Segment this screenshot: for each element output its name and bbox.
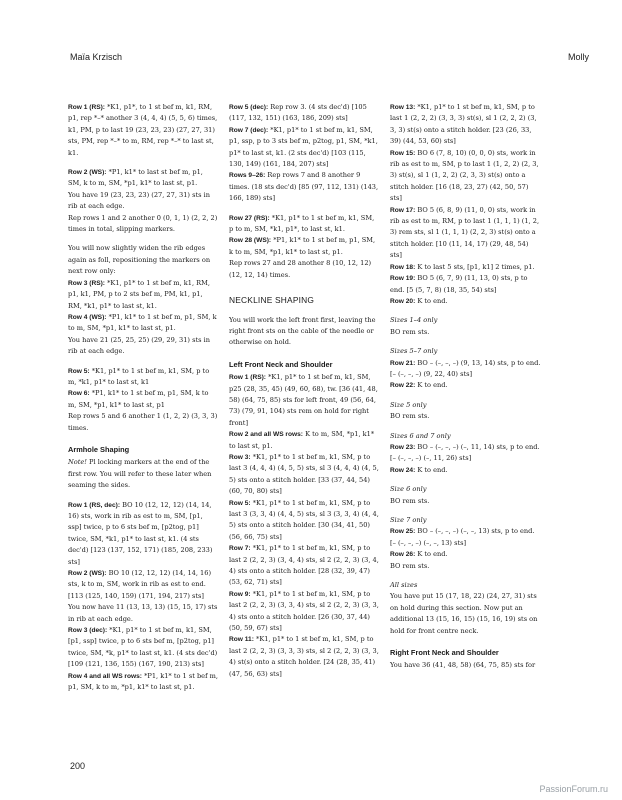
section-subheading: Right Front Neck and Shoulder xyxy=(390,648,499,658)
instruction-row: Row 19: BO 5 (6, 7, 9) (11, 13, 0) sts, p to end. [5 (5, 7, 8) (18, 35, 54) sts] xyxy=(390,274,528,294)
instruction-row: Row 22: K to end. xyxy=(390,381,448,390)
instruction-row: Row 9: *K1, p1* to 1 st bef m, k1, SM, p to last 2 (2, 2, 3) (3, 3, 4) sts, sl 2 (2, 2, 3) (3, 3, 4) sts onto a stitch holder. [26 (30, 37, 44) (50, 59, 67) sts] xyxy=(229,589,379,633)
instruction-row: Rows 9–26: Rep rows 7 and 8 another 9 times. (18 sts dec'd) [85 (97, 112, 131) (143, 166, 189) sts] xyxy=(229,171,379,203)
author-name: Maïa Krzisch xyxy=(70,52,123,62)
instruction-row: Row 23: BO – (–, –, –) (–, 11, 14) sts, p to end. [– (–, –, –) (–, 11, 26) sts] xyxy=(390,442,540,463)
column-3 xyxy=(390,102,541,672)
paragraph: You have put 15 (17, 18, 22) (24, 27, 31) sts on hold during this section. Now put an additional 13 (15, 16, 15) (15, 16, 19) sts on hold for front centre neck. xyxy=(390,592,538,635)
instruction-row: Row 27 (RS): *K1, p1* to 1 st bef m, k1, SM, p to m, SM, *k1, p1*, to last st, k1. xyxy=(229,213,375,234)
paragraph: You have 21 (25, 25, 25) (29, 29, 31) sts in rib at each edge. xyxy=(68,335,210,356)
size-heading: Sizes 1–4 only xyxy=(390,316,438,325)
instruction-row: Row 5 (dec): Rep row 3. (4 sts dec'd) [105 (117, 132, 151) (163, 186, 209) sts] xyxy=(229,103,367,123)
paragraph: Rep rows 1 and 2 another 0 (0, 1, 1) (2, 2, 2) times in total, slipping markers. xyxy=(68,213,218,234)
instruction-row: Row 5: *K1, p1* to 1 st bef m, k1, SM, p to last 3 (3, 3, 4) (4, 4, 5) sts, sl 3 (3, 3, 4) (4, 4, 5) sts onto a stitch holder. [30 (34, 41, 50) (56, 66, 75) sts] xyxy=(229,498,379,541)
instruction-row: Row 7 (dec): *K1, p1* to 1 st bef m, k1, SM, p1, ssp, p to 3 sts bef m, p2tog, p1, SM, *k1, p1* to last st, k1. (2 sts dec'd) [103 (115, 130, 149) (161, 184, 207) sts] xyxy=(229,125,378,169)
instruction-row: Row 20: K to end. xyxy=(390,296,448,305)
size-heading: Sizes 6 and 7 only xyxy=(390,431,451,440)
size-heading: Size 6 only xyxy=(390,485,427,494)
watermark: PassionForum.ru xyxy=(539,784,608,794)
instruction-row: Row 4 and all WS rows: *P1, k1* to 1 st bef m, p1, SM, k to m, *p1, k1* to last st, p1. xyxy=(68,671,218,692)
instruction-row: Row 7: *K1, p1* to 1 st bef m, k1, SM, p to last 2 (2, 2, 3) (3, 4, 4) sts, sl 2 (2, 2, 3) (3, 4, 4) sts onto a stitch holder. [28 (32, 39, 47) (53, 62, 71) sts] xyxy=(229,544,379,587)
page-number: 200 xyxy=(70,761,86,771)
size-heading: Size 5 only xyxy=(390,400,427,409)
instruction-row: Row 24: K to end. xyxy=(390,465,448,474)
column-1 xyxy=(68,102,218,694)
paragraph: BO rem sts. xyxy=(390,327,430,336)
instruction-row: Row 4 (WS): *P1, k1* to 1 st bef m, p1, SM, k to m, SM, *p1, k1* to last st, p1. xyxy=(68,312,217,333)
instruction-row: Row 3 (RS): *K1, p1* to 1 st bef m, k1, RM, p1, k1, PM, p to 2 sts bef m, PM, k1, p1, RM, *k1, p1* to last st, k1. xyxy=(68,278,210,310)
paragraph: BO rem sts. xyxy=(390,496,430,505)
instruction-row: Row 6: *P1, k1* to 1 st bef m, p1, SM, k to m, SM, *p1, k1* to last st, p1 xyxy=(68,389,209,409)
instruction-row: Row 1 (RS): *K1, p1* to 1 st bef m, k1, SM, p25 (28, 35, 45) (49, 60, 68), tw. [36 (41, 48, 58) (64, 75, 85) sts for left front, 49 (56, 64, 73) (79, 91, 104) sts rem on hold for right front] xyxy=(229,373,378,427)
section-subheading: Left Front Neck and Shoulder xyxy=(229,359,333,369)
pattern-name: Molly xyxy=(567,52,589,62)
paragraph: Rep rows 5 and 6 another 1 (1, 2, 2) (3, 3, 3) times. xyxy=(68,412,218,432)
instruction-row: Row 15: BO 6 (7, 8, 10) (0, 0, 0) sts, work in rib as est to m, SM, p to last 1 (1, 2, 2) (2, 3, 3) st(s), sl 1 (1, 2, 2) (2, 3, 3) st(s) onto a stitch holder. [16 (18, 23, 27) (42, 50, 57) sts] xyxy=(390,148,539,203)
section-heading: NECKLINE SHAPING xyxy=(229,295,315,306)
column-2 xyxy=(229,102,380,680)
instruction-row: Row 26: K to end. xyxy=(390,550,448,559)
instruction-row: Row 25: BO – (–, –, –) (–, –, 13) sts, p to end. [– (–, –, –) (–, –, 13) sts] xyxy=(390,527,535,547)
paragraph: You will work the left front first, leaving the right front sts on the cable of the needle or otherwise on hold. xyxy=(229,315,376,347)
paragraph: Rep rows 27 and 28 another 8 (10, 12, 12) (12, 12, 14) times. xyxy=(229,259,372,279)
paragraph: BO rem sts. xyxy=(390,561,430,570)
instruction-row: Row 1 (RS, dec): BO 10 (12, 12, 12) (14, 14, 16) sts, work in rib as est to m, SM, [p1, ssp] twice, p to 6 sts bef m, [p2tog, p1] twice, SM, *k1, p1* to last st, k1. (4 sts dec'd) [123 (137, 152, 171) (185, 208, 233) sts] xyxy=(68,500,213,566)
instruction-row: Row 13: *K1, p1* to 1 st bef m, k1, SM, p to last 1 (2, 2, 2) (3, 3, 3) st(s), sl 1 (2, 2, 2) (3, 3, 3) st(s) onto a stitch holder. [23 (26, 33, 39) (44, 53, 60) sts] xyxy=(390,103,537,146)
instruction-row: Row 18: K to last 5 sts, [p1, k1] 2 times, p1. xyxy=(390,262,535,271)
note: Note! Pl locking markers at the end of the first row. You will refer to these later when seaming the sides. xyxy=(68,458,212,490)
instruction-row: Row 3: *K1, p1* to 1 st bef m, k1, SM, p to last 3 (4, 4, 4) (4, 5, 5) sts, sl 3 (4, 4, 4) (4, 5, 5) sts onto a stitch holder. [33 (37, 44, 54) (60, 70, 80) sts] xyxy=(229,452,379,496)
size-heading: All sizes xyxy=(390,581,418,590)
size-heading: Sizes 5–7 only xyxy=(390,347,438,356)
instruction-row: Row 17: BO 5 (6, 8, 9) (11, 0, 0) sts, work in rib as est to m, RM, p to last 1 (1, 1, 1) (1, 2, 3) rem sts, sl 1 (1, 1, 1) (2, 2, 3) st(s) onto a stitch holder. [10 (11, 14, 17) (29, 48, 54) sts] xyxy=(390,205,540,260)
instruction-row: Row 21: BO – (–, –, –) (9, 13, 14) sts, p to end. [– (–, –, –) (9, 22, 40) sts] xyxy=(390,358,541,378)
paragraph: You now have 11 (13, 13, 13) (15, 15, 17) sts in rib at each edge. xyxy=(68,603,218,623)
instruction-row: Row 2 and all WS rows: K to m, SM, *p1, k1* to last st, p1. xyxy=(229,430,375,450)
paragraph: BO rem sts. xyxy=(390,412,430,421)
paragraph: You have 36 (41, 48, 58) (64, 75, 85) sts for xyxy=(390,661,536,670)
size-heading: Size 7 only xyxy=(390,516,427,524)
paragraph: You have 19 (23, 23, 23) (27, 27, 31) sts in rib at each edge. xyxy=(68,190,210,211)
instruction-row: Row 11: *K1, p1* to 1 st bef m, k1, SM, p to last 2 (2, 2, 3) (3, 3, 3) sts, sl 2 (2, 2, 3) (3, 3, 4) st(s) onto a stitch holder. [24 (28, 35, 41) (47, 56, 63) sts] xyxy=(229,635,379,678)
instruction-row: Row 3 (dec): *K1, p1* to 1 st bef m, k1, SM, [p1, ssp] twice, p to 6 sts bef m, [p2tog, p1] twice, SM, *k, p1* to last st, k1. (4 sts dec'd) [109 (121, 136, 155) (167, 190, 213) sts] xyxy=(68,626,218,669)
instruction-row: Row 28 (WS): *P1, k1* to 1 st bef m, p1, SM, k to m, SM, *p1, k1* to last st, p1. xyxy=(229,236,376,256)
section-subheading: Armhole Shaping xyxy=(68,444,130,454)
instruction-row: Row 1 (RS): *K1, p1*, to 1 st bef m, k1, RM, p1, rep *–* another 3 (4, 4, 4) (5, 5, 6) times, k1, PM, p to last 19 (23, 23, 23) (27, 27, 31) sts, PM, rep *–* to m, RM, rep *–* to last st, k1. xyxy=(68,103,218,157)
instruction-row: Row 2 (WS): BO 10 (12, 12, 12) (14, 14, 16) sts, k to m, SM, work in rib as est to end. [113 (125, 140, 159) (171, 194, 217) sts] xyxy=(68,569,212,600)
instruction-row: Row 2 (WS): *P1, k1* to last st bef m, p1, SM, k to m, SM, *p1, k1* to last st, p1. xyxy=(68,168,203,188)
instruction-row: Row 5: *K1, p1* to 1 st bef m, k1, SM, p to m, *k1, p1* to last st, k1 xyxy=(68,366,210,386)
paragraph: You will now slightly widen the rib edges again as foll, repositioning the markers on next row only: xyxy=(68,244,211,276)
